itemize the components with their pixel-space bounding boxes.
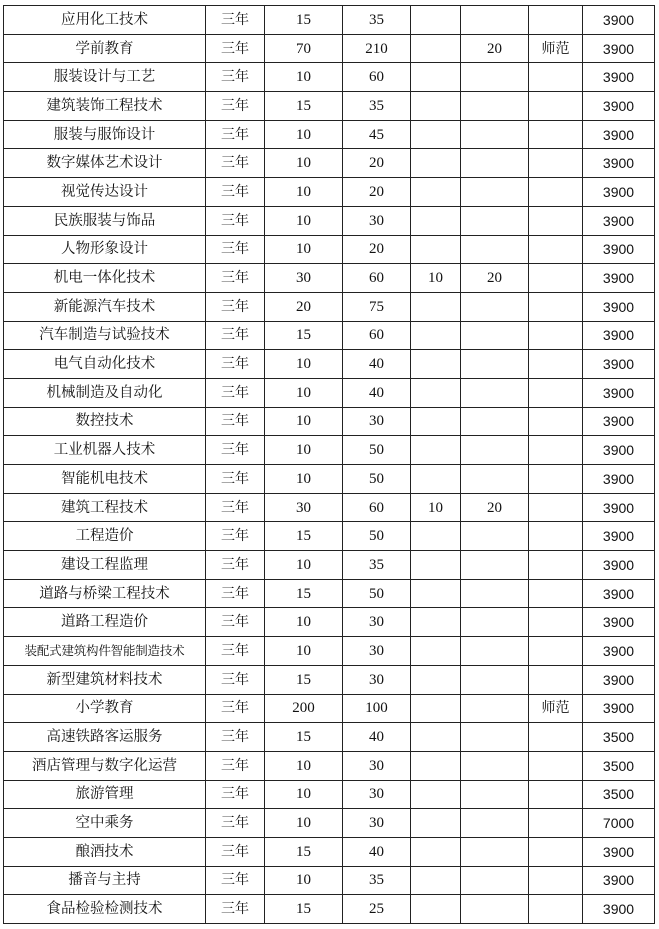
major-name-cell: 播音与主持: [4, 866, 206, 895]
note-cell: [529, 92, 583, 121]
note-cell: [529, 407, 583, 436]
quota-3-cell: [411, 149, 461, 178]
table-body: [4, 6, 655, 924]
note-cell: [529, 321, 583, 350]
quota-4-cell: [461, 637, 529, 666]
duration-cell: 三年: [206, 579, 265, 608]
quota-4-cell: 20: [461, 493, 529, 522]
duration-cell: 三年: [206, 292, 265, 321]
quota-2-cell: 210: [343, 34, 411, 63]
quota-3-cell: [411, 120, 461, 149]
quota-2-cell: 35: [343, 551, 411, 580]
duration-cell: 三年: [206, 120, 265, 149]
quota-2-cell: 35: [343, 866, 411, 895]
table-row: [4, 809, 655, 838]
quota-2-cell: 40: [343, 350, 411, 379]
quota-1-cell: 10: [265, 120, 343, 149]
major-name-cell: 学前教育: [4, 34, 206, 63]
table-row: [4, 751, 655, 780]
quota-4-cell: [461, 608, 529, 637]
quota-1-cell: 15: [265, 522, 343, 551]
quota-1-cell: 20: [265, 292, 343, 321]
table-row: [4, 493, 655, 522]
quota-3-cell: [411, 321, 461, 350]
quota-2-cell: 30: [343, 608, 411, 637]
quota-2-cell: 30: [343, 809, 411, 838]
quota-1-cell: 10: [265, 780, 343, 809]
tuition-cell: 3900: [583, 522, 655, 551]
duration-cell: 三年: [206, 378, 265, 407]
major-name-cell: 智能机电技术: [4, 465, 206, 494]
major-name-cell: 酿酒技术: [4, 837, 206, 866]
table-row: [4, 694, 655, 723]
quota-3-cell: 10: [411, 264, 461, 293]
tuition-cell: 3900: [583, 235, 655, 264]
tuition-cell: 3900: [583, 551, 655, 580]
table-row: [4, 292, 655, 321]
duration-cell: 三年: [206, 34, 265, 63]
quota-1-cell: 15: [265, 6, 343, 35]
quota-4-cell: [461, 321, 529, 350]
table-row: [4, 866, 655, 895]
tuition-cell: 3900: [583, 6, 655, 35]
tuition-cell: 3900: [583, 837, 655, 866]
table-row: [4, 378, 655, 407]
duration-cell: 三年: [206, 780, 265, 809]
table-row: [4, 206, 655, 235]
note-cell: [529, 551, 583, 580]
quota-4-cell: [461, 866, 529, 895]
duration-cell: 三年: [206, 63, 265, 92]
quota-3-cell: [411, 350, 461, 379]
note-cell: [529, 751, 583, 780]
tuition-cell: 3900: [583, 579, 655, 608]
note-cell: [529, 264, 583, 293]
quota-4-cell: 20: [461, 264, 529, 293]
quota-4-cell: [461, 292, 529, 321]
note-cell: [529, 665, 583, 694]
duration-cell: 三年: [206, 493, 265, 522]
major-name-cell: 民族服装与饰品: [4, 206, 206, 235]
major-name-cell: 小学教育: [4, 694, 206, 723]
quota-1-cell: 10: [265, 63, 343, 92]
quota-4-cell: [461, 837, 529, 866]
major-name-cell: 新能源汽车技术: [4, 292, 206, 321]
duration-cell: 三年: [206, 837, 265, 866]
duration-cell: 三年: [206, 637, 265, 666]
quota-1-cell: 10: [265, 637, 343, 666]
quota-3-cell: [411, 407, 461, 436]
quota-1-cell: 10: [265, 178, 343, 207]
quota-1-cell: 10: [265, 465, 343, 494]
quota-1-cell: 10: [265, 809, 343, 838]
quota-2-cell: 60: [343, 493, 411, 522]
tuition-cell: 3900: [583, 493, 655, 522]
quota-3-cell: [411, 34, 461, 63]
tuition-cell: 3900: [583, 321, 655, 350]
tuition-cell: 3900: [583, 407, 655, 436]
quota-3-cell: [411, 866, 461, 895]
quota-4-cell: [461, 120, 529, 149]
quota-1-cell: 10: [265, 751, 343, 780]
quota-2-cell: 25: [343, 895, 411, 924]
tuition-cell: 3900: [583, 866, 655, 895]
quota-3-cell: [411, 63, 461, 92]
quota-3-cell: [411, 6, 461, 35]
quota-1-cell: 10: [265, 378, 343, 407]
note-cell: [529, 378, 583, 407]
table-row: [4, 608, 655, 637]
table-row: [4, 407, 655, 436]
quota-4-cell: [461, 895, 529, 924]
table-row: [4, 350, 655, 379]
quota-3-cell: [411, 895, 461, 924]
tuition-cell: 3500: [583, 751, 655, 780]
major-name-cell: 道路工程造价: [4, 608, 206, 637]
quota-4-cell: [461, 350, 529, 379]
quota-3-cell: [411, 378, 461, 407]
quota-4-cell: [461, 780, 529, 809]
major-name-cell: 建筑装饰工程技术: [4, 92, 206, 121]
table-row: [4, 92, 655, 121]
note-cell: [529, 579, 583, 608]
quota-2-cell: 30: [343, 637, 411, 666]
quota-3-cell: [411, 436, 461, 465]
note-cell: [529, 63, 583, 92]
table-row: [4, 63, 655, 92]
quota-2-cell: 100: [343, 694, 411, 723]
table-row: [4, 235, 655, 264]
duration-cell: 三年: [206, 178, 265, 207]
table-row: [4, 665, 655, 694]
quota-3-cell: [411, 637, 461, 666]
note-cell: [529, 866, 583, 895]
quota-2-cell: 60: [343, 63, 411, 92]
quota-2-cell: 50: [343, 436, 411, 465]
quota-1-cell: 10: [265, 149, 343, 178]
quota-2-cell: 20: [343, 178, 411, 207]
quota-4-cell: [461, 665, 529, 694]
table-row: [4, 120, 655, 149]
note-cell: 师范: [529, 34, 583, 63]
tuition-cell: 3500: [583, 780, 655, 809]
note-cell: [529, 436, 583, 465]
table-row: [4, 837, 655, 866]
note-cell: [529, 465, 583, 494]
quota-3-cell: [411, 465, 461, 494]
table-row: [4, 895, 655, 924]
tuition-cell: 3900: [583, 608, 655, 637]
table-row: [4, 637, 655, 666]
table-row: [4, 551, 655, 580]
table-row: [4, 178, 655, 207]
quota-3-cell: [411, 235, 461, 264]
note-cell: [529, 149, 583, 178]
quota-4-cell: [461, 6, 529, 35]
duration-cell: 三年: [206, 895, 265, 924]
note-cell: [529, 608, 583, 637]
duration-cell: 三年: [206, 665, 265, 694]
quota-2-cell: 40: [343, 837, 411, 866]
table-row: [4, 465, 655, 494]
quota-4-cell: [461, 551, 529, 580]
tuition-cell: 3900: [583, 436, 655, 465]
quota-2-cell: 75: [343, 292, 411, 321]
note-cell: [529, 723, 583, 752]
duration-cell: 三年: [206, 6, 265, 35]
major-name-cell: 高速铁路客运服务: [4, 723, 206, 752]
major-name-cell: 建筑工程技术: [4, 493, 206, 522]
quota-1-cell: 10: [265, 407, 343, 436]
quota-3-cell: [411, 608, 461, 637]
quota-1-cell: 15: [265, 837, 343, 866]
tuition-cell: 3900: [583, 206, 655, 235]
quota-3-cell: [411, 206, 461, 235]
major-name-cell: 视觉传达设计: [4, 178, 206, 207]
quota-3-cell: [411, 780, 461, 809]
quota-4-cell: [461, 465, 529, 494]
quota-1-cell: 10: [265, 350, 343, 379]
duration-cell: 三年: [206, 321, 265, 350]
quota-2-cell: 50: [343, 579, 411, 608]
tuition-cell: 3900: [583, 895, 655, 924]
quota-3-cell: [411, 178, 461, 207]
quota-1-cell: 70: [265, 34, 343, 63]
major-name-cell: 机械制造及自动化: [4, 378, 206, 407]
note-cell: [529, 350, 583, 379]
quota-1-cell: 200: [265, 694, 343, 723]
tuition-cell: 3900: [583, 292, 655, 321]
note-cell: [529, 493, 583, 522]
note-cell: [529, 120, 583, 149]
table-row: [4, 6, 655, 35]
table-row: [4, 522, 655, 551]
quota-4-cell: [461, 63, 529, 92]
duration-cell: 三年: [206, 465, 265, 494]
quota-3-cell: [411, 551, 461, 580]
tuition-cell: 3900: [583, 378, 655, 407]
duration-cell: 三年: [206, 264, 265, 293]
major-name-cell: 食品检验检测技术: [4, 895, 206, 924]
quota-3-cell: [411, 837, 461, 866]
quota-4-cell: [461, 522, 529, 551]
quota-4-cell: [461, 378, 529, 407]
tuition-cell: 3900: [583, 350, 655, 379]
quota-4-cell: [461, 149, 529, 178]
major-name-cell: 工程造价: [4, 522, 206, 551]
duration-cell: 三年: [206, 751, 265, 780]
tuition-cell: 3900: [583, 149, 655, 178]
quota-1-cell: 10: [265, 235, 343, 264]
enrollment-table: [3, 5, 655, 924]
major-name-cell: 空中乘务: [4, 809, 206, 838]
quota-3-cell: [411, 809, 461, 838]
tuition-cell: 3900: [583, 120, 655, 149]
duration-cell: 三年: [206, 350, 265, 379]
quota-3-cell: [411, 522, 461, 551]
note-cell: [529, 178, 583, 207]
quota-2-cell: 35: [343, 6, 411, 35]
major-name-cell: 新型建筑材料技术: [4, 665, 206, 694]
tuition-cell: 3900: [583, 665, 655, 694]
duration-cell: 三年: [206, 809, 265, 838]
quota-2-cell: 30: [343, 407, 411, 436]
quota-2-cell: 50: [343, 522, 411, 551]
quota-3-cell: [411, 665, 461, 694]
quota-1-cell: 15: [265, 579, 343, 608]
major-name-cell: 建设工程监理: [4, 551, 206, 580]
quota-1-cell: 30: [265, 493, 343, 522]
note-cell: [529, 809, 583, 838]
major-name-cell: 旅游管理: [4, 780, 206, 809]
quota-2-cell: 60: [343, 321, 411, 350]
quota-1-cell: 15: [265, 92, 343, 121]
quota-2-cell: 40: [343, 378, 411, 407]
quota-4-cell: [461, 92, 529, 121]
tuition-cell: 3900: [583, 264, 655, 293]
quota-3-cell: 10: [411, 493, 461, 522]
note-cell: [529, 235, 583, 264]
major-name-cell: 服装与服饰设计: [4, 120, 206, 149]
duration-cell: 三年: [206, 436, 265, 465]
table-row: [4, 780, 655, 809]
tuition-cell: 3900: [583, 178, 655, 207]
note-cell: [529, 292, 583, 321]
note-cell: [529, 206, 583, 235]
table-row: [4, 149, 655, 178]
major-name-cell: 装配式建筑构件智能制造技术: [4, 637, 206, 666]
table-row: [4, 723, 655, 752]
quota-3-cell: [411, 723, 461, 752]
major-name-cell: 应用化工技术: [4, 6, 206, 35]
duration-cell: 三年: [206, 551, 265, 580]
quota-2-cell: 45: [343, 120, 411, 149]
quota-1-cell: 15: [265, 895, 343, 924]
major-name-cell: 酒店管理与数字化运营: [4, 751, 206, 780]
quota-1-cell: 15: [265, 665, 343, 694]
quota-3-cell: [411, 292, 461, 321]
quota-2-cell: 40: [343, 723, 411, 752]
quota-1-cell: 15: [265, 321, 343, 350]
quota-4-cell: [461, 809, 529, 838]
major-name-cell: 机电一体化技术: [4, 264, 206, 293]
note-cell: [529, 6, 583, 35]
note-cell: [529, 837, 583, 866]
major-name-cell: 数字媒体艺术设计: [4, 149, 206, 178]
quota-3-cell: [411, 92, 461, 121]
duration-cell: 三年: [206, 206, 265, 235]
quota-2-cell: 30: [343, 206, 411, 235]
quota-1-cell: 10: [265, 866, 343, 895]
major-name-cell: 服装设计与工艺: [4, 63, 206, 92]
note-cell: 师范: [529, 694, 583, 723]
quota-1-cell: 15: [265, 723, 343, 752]
quota-1-cell: 10: [265, 206, 343, 235]
major-name-cell: 工业机器人技术: [4, 436, 206, 465]
duration-cell: 三年: [206, 608, 265, 637]
table-row: [4, 321, 655, 350]
duration-cell: 三年: [206, 149, 265, 178]
quota-2-cell: 20: [343, 235, 411, 264]
quota-3-cell: [411, 751, 461, 780]
duration-cell: 三年: [206, 694, 265, 723]
quota-4-cell: [461, 723, 529, 752]
quota-2-cell: 30: [343, 780, 411, 809]
note-cell: [529, 522, 583, 551]
tuition-cell: 3900: [583, 34, 655, 63]
quota-2-cell: 20: [343, 149, 411, 178]
quota-4-cell: [461, 579, 529, 608]
duration-cell: 三年: [206, 866, 265, 895]
tuition-cell: 7000: [583, 809, 655, 838]
tuition-cell: 3900: [583, 465, 655, 494]
quota-2-cell: 35: [343, 92, 411, 121]
tuition-cell: 3900: [583, 63, 655, 92]
duration-cell: 三年: [206, 407, 265, 436]
tuition-cell: 3900: [583, 694, 655, 723]
major-name-cell: 汽车制造与试验技术: [4, 321, 206, 350]
note-cell: [529, 780, 583, 809]
quota-4-cell: [461, 694, 529, 723]
duration-cell: 三年: [206, 235, 265, 264]
quota-2-cell: 60: [343, 264, 411, 293]
duration-cell: 三年: [206, 92, 265, 121]
note-cell: [529, 895, 583, 924]
quota-4-cell: [461, 178, 529, 207]
duration-cell: 三年: [206, 723, 265, 752]
tuition-cell: 3900: [583, 92, 655, 121]
quota-4-cell: 20: [461, 34, 529, 63]
quota-1-cell: 10: [265, 608, 343, 637]
quota-3-cell: [411, 694, 461, 723]
quota-2-cell: 50: [343, 465, 411, 494]
table-row: [4, 264, 655, 293]
table-row: [4, 34, 655, 63]
quota-4-cell: [461, 407, 529, 436]
quota-1-cell: 10: [265, 436, 343, 465]
tuition-cell: 3500: [583, 723, 655, 752]
duration-cell: 三年: [206, 522, 265, 551]
quota-4-cell: [461, 436, 529, 465]
table-row: [4, 579, 655, 608]
quota-4-cell: [461, 751, 529, 780]
quota-2-cell: 30: [343, 665, 411, 694]
note-cell: [529, 637, 583, 666]
quota-2-cell: 30: [343, 751, 411, 780]
tuition-cell: 3900: [583, 637, 655, 666]
quota-4-cell: [461, 235, 529, 264]
quota-1-cell: 10: [265, 551, 343, 580]
major-name-cell: 数控技术: [4, 407, 206, 436]
major-name-cell: 人物形象设计: [4, 235, 206, 264]
table-row: [4, 436, 655, 465]
major-name-cell: 道路与桥梁工程技术: [4, 579, 206, 608]
quota-4-cell: [461, 206, 529, 235]
major-name-cell: 电气自动化技术: [4, 350, 206, 379]
quota-1-cell: 30: [265, 264, 343, 293]
quota-3-cell: [411, 579, 461, 608]
